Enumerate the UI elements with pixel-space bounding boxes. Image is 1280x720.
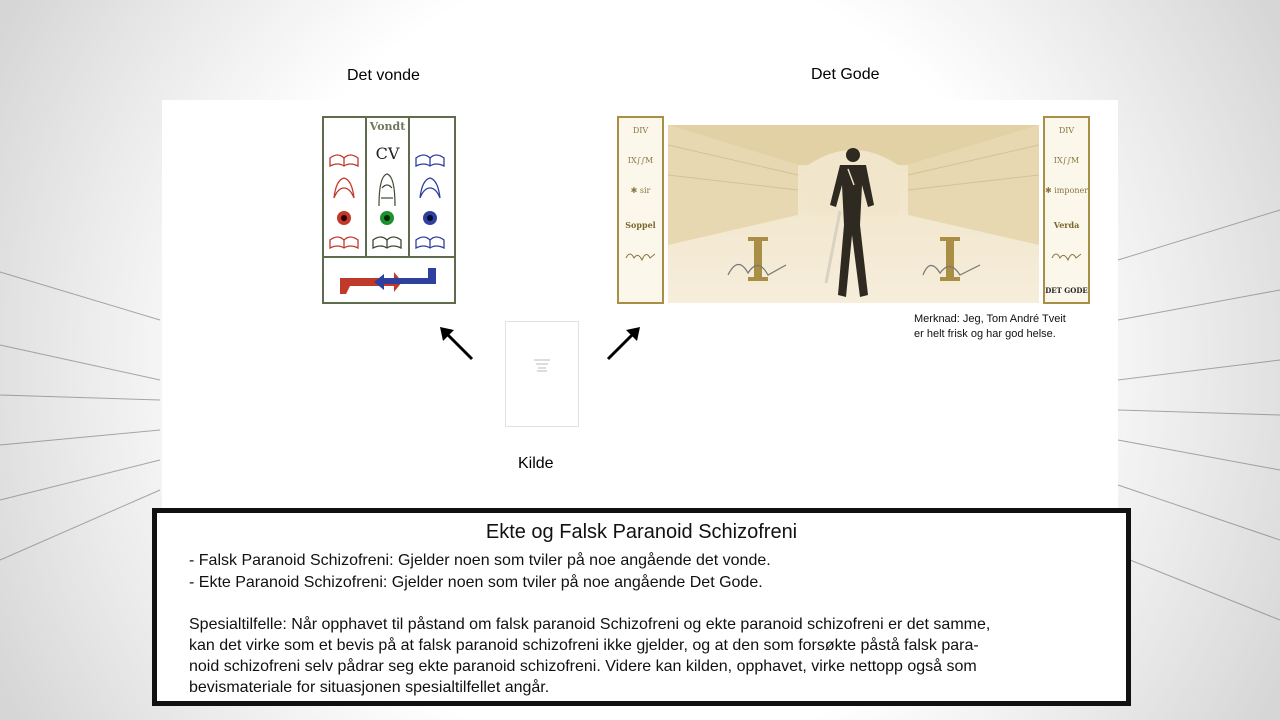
vonde-left-column xyxy=(324,118,367,256)
gode-right-bar xyxy=(1043,116,1090,304)
merknad-line: Merknad: Jeg, Tom André Tveit xyxy=(914,313,1066,325)
det-vonde-panel[interactable] xyxy=(322,116,456,304)
gode-right-item: Verda xyxy=(1053,220,1080,230)
gode-right-item: DIV xyxy=(1058,126,1075,135)
red-blue-arrows-icon xyxy=(324,258,454,304)
box-title: Ekte og Falsk Paranoid Schizofreni xyxy=(485,521,798,543)
gode-right-item: DET GODE xyxy=(1045,286,1088,295)
vonde-bottom-cell xyxy=(324,256,454,304)
cv-label: CV xyxy=(375,144,400,163)
arrow-up-left-icon xyxy=(436,322,476,362)
merknad-note xyxy=(914,312,1066,342)
gode-right-item: IX∫∫M xyxy=(1053,156,1080,165)
vondt-label: Vondt xyxy=(369,120,406,133)
kilde-document-thumbnail[interactable] xyxy=(505,321,579,427)
definition-line: - Ekte Paranoid Schizofreni: Gjelder noen som tviler på noe angående Det Gode. xyxy=(189,574,763,591)
arrow-up-right-icon xyxy=(604,322,644,362)
document-text-icon xyxy=(506,322,578,426)
gode-left-item: IX∫∫M xyxy=(627,156,654,165)
definition-line: - Falsk Paranoid Schizofreni: Gjelder noen som tviler på noe angående det vonde. xyxy=(189,552,771,569)
special-case-line: kan det virke som et bevis på at falsk paranoid schizofreni ikke gjelder, og at den som forsøkte påstå falsk para- xyxy=(189,637,979,654)
vonde-center-column xyxy=(367,118,410,256)
det-gode-title: Det Gode xyxy=(811,66,880,83)
signature-icon xyxy=(1050,248,1083,264)
gode-left-item: DIV xyxy=(632,126,649,135)
special-case-line: bevismateriale for situasjonen spesialtilfellet angår. xyxy=(189,679,550,696)
kilde-label: Kilde xyxy=(518,455,554,472)
hooded-figure-icon xyxy=(367,118,408,256)
signature-icon xyxy=(624,248,657,264)
blue-figures-icon xyxy=(410,118,454,256)
gode-left-bar xyxy=(617,116,664,304)
definition-box xyxy=(152,508,1131,706)
merknad-line: er helt frisk og har god helse. xyxy=(914,328,1056,340)
vonde-right-column xyxy=(410,118,454,256)
det-vonde-title: Det vonde xyxy=(347,67,420,84)
gode-left-item: Soppel xyxy=(625,220,656,230)
red-figures-icon xyxy=(324,118,365,256)
gode-right-item: ✱ imponer xyxy=(1045,186,1089,195)
special-case-line: Spesialtilfelle: Når opphavet til påstand om falsk paranoid Schizofreni og ekte paranoid schizofreni er det samme, xyxy=(189,616,991,633)
gode-left-item: ✱ sir xyxy=(630,186,651,195)
det-gode-photo xyxy=(668,125,1039,303)
special-case-line: noid schizofreni selv pådrar seg ekte paranoid schizofreni. Videre kan kilden, opphavet, virke nettopp også som xyxy=(189,658,977,675)
